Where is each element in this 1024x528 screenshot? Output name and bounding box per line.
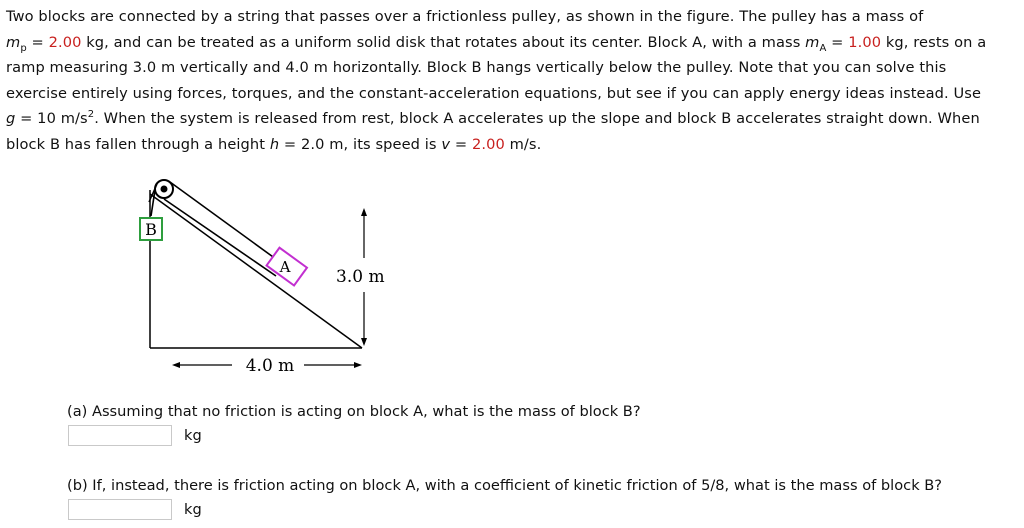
problem-line-2: [6, 30, 1018, 56]
block-b: [140, 218, 162, 240]
block-b-label: B: [145, 220, 157, 239]
answer-a-unit: kg: [184, 427, 202, 444]
eq: =: [826, 33, 849, 51]
horizontal-label: 4.0 m: [245, 356, 295, 376]
question-b: (b) If, instead, there is friction acting on block A, with a coefficient of kinetic friction of 5/8, what is the mass of block B?: [67, 477, 943, 494]
problem-line-6: [6, 132, 1018, 158]
text: kg, and can be treated as a uniform solid disk that rotates about its center. Block A, with a mass: [81, 33, 806, 51]
sub-p: p: [20, 42, 27, 54]
text: = 10 m/s: [15, 110, 88, 128]
text: block B has fallen through a height: [6, 135, 270, 153]
text: =: [450, 135, 472, 153]
block-a-label: A: [279, 258, 291, 276]
answer-b-unit: kg: [184, 501, 202, 518]
block-a-mass-value: 1.00: [848, 33, 882, 51]
var-m: m: [6, 33, 21, 51]
pulley-mass-value: 2.00: [48, 33, 82, 51]
ramp-figure: [128, 170, 428, 380]
var-m: m: [805, 33, 820, 51]
block-a: [266, 248, 307, 287]
speed-value: 2.00: [471, 135, 505, 153]
var-v: v: [441, 135, 451, 153]
problem-line-4: exercise entirely using forces, torques, and the constant-acceleration equations, but see if you can apply energy ideas instead. Use: [6, 84, 982, 102]
var-h: h: [269, 135, 280, 153]
vertical-label: 3.0 m: [336, 267, 385, 287]
problem-statement: [6, 4, 1018, 158]
answer-b-input[interactable]: [68, 499, 172, 520]
problem-line-5: [6, 106, 1018, 132]
eq: =: [26, 33, 49, 51]
answer-a-input[interactable]: [68, 425, 172, 446]
text: = 2.0 m, its speed is: [279, 135, 442, 153]
pulley: [149, 180, 173, 202]
text: m/s.: [504, 135, 542, 153]
problem-line-1: Two blocks are connected by a string that passes over a frictionless pulley, as shown in the figure. The pulley has a mass of: [6, 8, 924, 25]
var-g: g: [6, 110, 16, 128]
sub-a: A: [819, 42, 827, 54]
sup-2: 2: [87, 109, 95, 121]
problem-line-3: ramp measuring 3.0 m vertically and 4.0 m horizontally. Block B hangs vertically below the pulley. Note that you can solve this: [6, 59, 947, 77]
text: kg, rests on a: [881, 33, 987, 51]
text: . When the system is released from rest, block A accelerates up the slope and block B accelerates straight down. When: [94, 110, 980, 128]
ramp: [150, 190, 362, 348]
question-a: (a) Assuming that no friction is acting on block A, what is the mass of block B?: [67, 403, 641, 420]
